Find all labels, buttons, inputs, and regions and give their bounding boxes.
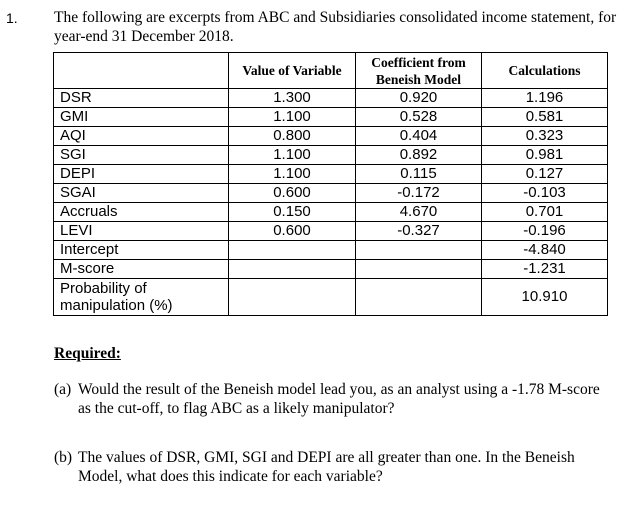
table-row <box>54 108 608 127</box>
row-value: 1.300 <box>229 89 356 108</box>
row-calculation: -0.103 <box>482 184 608 203</box>
header-value: Value of Variable <box>229 53 356 89</box>
table-row <box>54 203 608 222</box>
row-coefficient: 0.920 <box>356 89 482 108</box>
row-coefficient <box>356 279 482 316</box>
row-coefficient <box>356 260 482 279</box>
table-row <box>54 184 608 203</box>
question-number: 1. <box>6 10 18 26</box>
row-value: 0.800 <box>229 127 356 146</box>
row-value <box>229 279 356 316</box>
row-calculation: 0.581 <box>482 108 608 127</box>
row-coefficient <box>356 241 482 260</box>
beneish-table <box>53 52 608 316</box>
row-value: 0.600 <box>229 222 356 241</box>
row-calculation: 0.701 <box>482 203 608 222</box>
row-calculation: -4.840 <box>482 241 608 260</box>
row-value <box>229 241 356 260</box>
row-calculation: -1.231 <box>482 260 608 279</box>
table-row <box>54 279 608 316</box>
table-row <box>54 241 608 260</box>
header-blank <box>54 53 229 89</box>
question-b-text: The values of DSR, GMI, SGI and DEPI are all greater than one. In the Beneish Model, what does this indicate for each variable? <box>78 449 575 485</box>
table-row <box>54 146 608 165</box>
question-a-text: Would the result of the Beneish model lead you, as an analyst using a -1.78 M-score as the cut-off, to flag ABC as a likely manipulator? <box>78 381 600 417</box>
row-value: 1.100 <box>229 165 356 184</box>
row-calculation: 10.910 <box>482 279 608 316</box>
table-header-row <box>54 53 608 89</box>
row-coefficient: -0.327 <box>356 222 482 241</box>
table-row <box>54 89 608 108</box>
row-value: 1.100 <box>229 146 356 165</box>
table-row <box>54 222 608 241</box>
row-value <box>229 260 356 279</box>
row-coefficient: 0.115 <box>356 165 482 184</box>
question-a-tag: (a) <box>54 381 72 398</box>
row-coefficient: 0.892 <box>356 146 482 165</box>
table-row <box>54 127 608 146</box>
row-label: DSR <box>54 89 229 108</box>
required-heading: Required: <box>54 345 121 362</box>
row-label: Probability of manipulation (%) <box>54 279 229 316</box>
question-b <box>54 448 614 486</box>
header-calculations: Calculations <box>482 53 608 89</box>
table-row <box>54 165 608 184</box>
question-a <box>54 380 614 418</box>
intro-text: The following are excerpts from ABC and Subsidiaries consolidated income statement, for year-end 31 December 2018. <box>54 9 617 45</box>
row-calculation: 1.196 <box>482 89 608 108</box>
row-label: Accruals <box>54 203 229 222</box>
row-label: GMI <box>54 108 229 127</box>
row-label: M-score <box>54 260 229 279</box>
row-label: SGI <box>54 146 229 165</box>
row-value: 0.150 <box>229 203 356 222</box>
header-coefficient: Coefficient from Beneish Model <box>356 53 482 89</box>
row-label: LEVI <box>54 222 229 241</box>
row-value: 0.600 <box>229 184 356 203</box>
row-label: AQI <box>54 127 229 146</box>
row-label: SGAI <box>54 184 229 203</box>
row-value: 1.100 <box>229 108 356 127</box>
row-calculation: -0.196 <box>482 222 608 241</box>
row-calculation: 0.981 <box>482 146 608 165</box>
row-calculation: 0.127 <box>482 165 608 184</box>
row-calculation: 0.323 <box>482 127 608 146</box>
row-coefficient: 4.670 <box>356 203 482 222</box>
table-row <box>54 260 608 279</box>
row-coefficient: -0.172 <box>356 184 482 203</box>
row-coefficient: 0.404 <box>356 127 482 146</box>
row-label: Intercept <box>54 241 229 260</box>
row-coefficient: 0.528 <box>356 108 482 127</box>
row-label: DEPI <box>54 165 229 184</box>
question-b-tag: (b) <box>54 449 73 466</box>
